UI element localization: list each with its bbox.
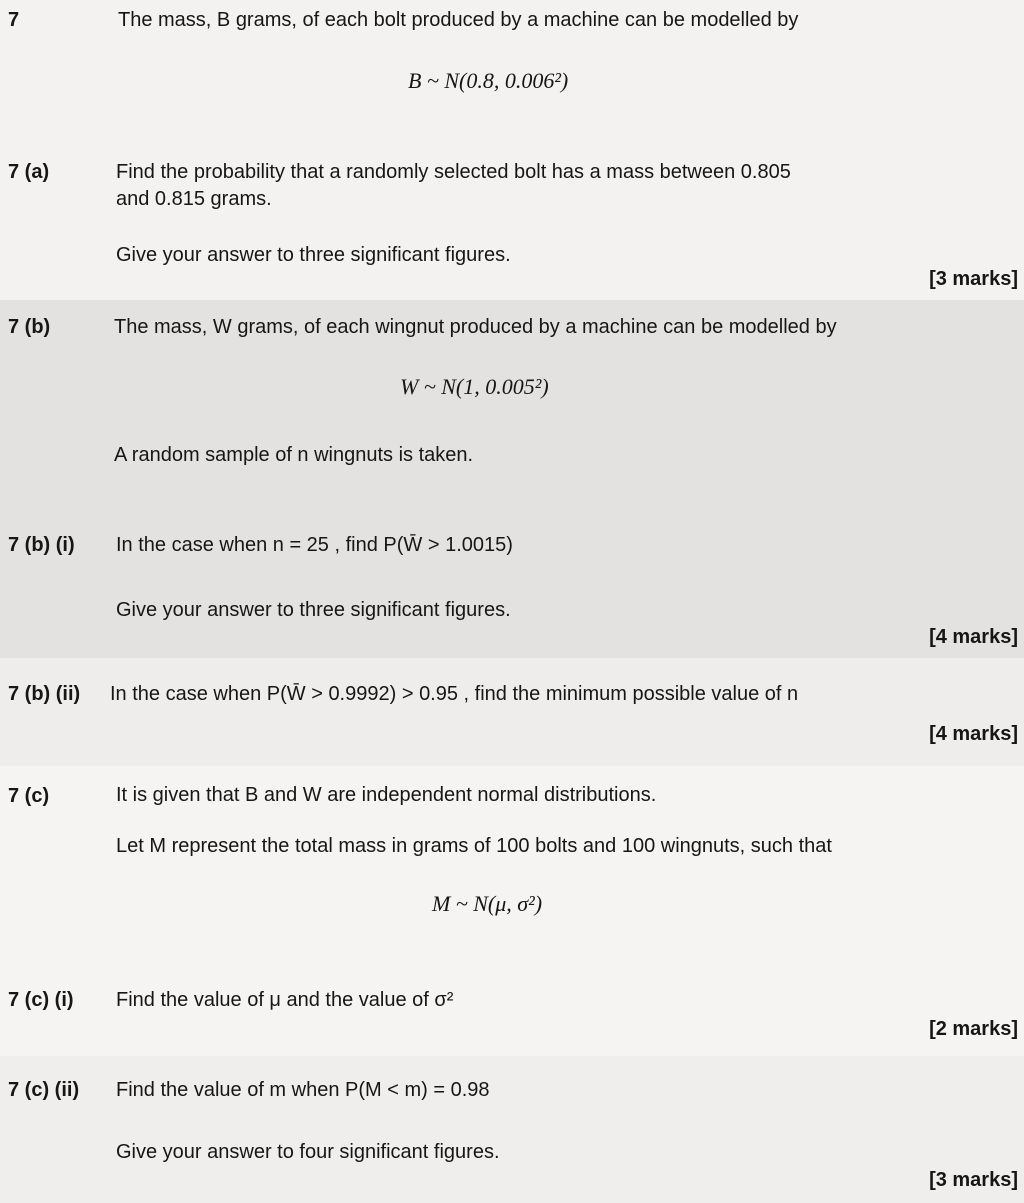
part-c-let-text: Let M represent the total mass in grams of 100 bolts and 100 wingnuts, such that (116, 835, 832, 857)
part-b-i-marks: [4 marks] (929, 626, 1018, 648)
part-c-ii-marks: [3 marks] (929, 1169, 1018, 1191)
part-b-i-text: In the case when n = 25 , find P(W̄ > 1.0015) (116, 534, 513, 556)
part-b-sample-text: A random sample of n wingnuts is taken. (114, 444, 474, 466)
part-b-label: 7 (b) (8, 316, 51, 338)
part-c-label: 7 (c) (8, 785, 50, 807)
part-a-label: 7 (a) (8, 161, 50, 183)
scan-band-middle (0, 658, 1024, 766)
part-c-i-text: Find the value of μ and the value of σ² (116, 989, 454, 1011)
intro-formula: B ~ N(0.8, 0.006²) (408, 68, 569, 93)
part-a-line2: and 0.815 grams. (116, 188, 272, 210)
part-a-marks: [3 marks] (929, 268, 1018, 290)
part-c-text: It is given that B and W are independent normal distributions. (116, 784, 657, 806)
question-number: 7 (8, 9, 20, 31)
part-b-text: The mass, W grams, of each wingnut produced by a machine can be modelled by (114, 316, 837, 338)
part-b-ii-marks: [4 marks] (929, 723, 1018, 745)
part-c-formula: M ~ N(μ, σ²) (432, 891, 543, 916)
part-b-formula: W ~ N(1, 0.005²) (400, 374, 549, 399)
part-c-i-label: 7 (c) (i) (8, 989, 74, 1011)
part-b-ii-text: In the case when P(W̄ > 0.9992) > 0.95 , find the minimum possible value of n (110, 683, 799, 705)
part-c-ii-text: Find the value of m when P(M < m) = 0.98 (116, 1079, 490, 1101)
part-c-ii-instruction: Give your answer to four significant figures. (116, 1141, 500, 1163)
part-b-ii-label: 7 (b) (ii) (8, 683, 81, 705)
part-b-i-instruction: Give your answer to three significant figures. (116, 599, 511, 621)
part-c-i-marks: [2 marks] (929, 1018, 1018, 1040)
part-b-i-label: 7 (b) (i) (8, 534, 75, 556)
part-a-instruction: Give your answer to three significant figures. (116, 244, 511, 266)
part-a-line1: Find the probability that a randomly selected bolt has a mass between 0.805 (116, 161, 791, 183)
intro-text: The mass, B grams, of each bolt produced by a machine can be modelled by (118, 9, 799, 31)
part-c-ii-label: 7 (c) (ii) (8, 1079, 80, 1101)
